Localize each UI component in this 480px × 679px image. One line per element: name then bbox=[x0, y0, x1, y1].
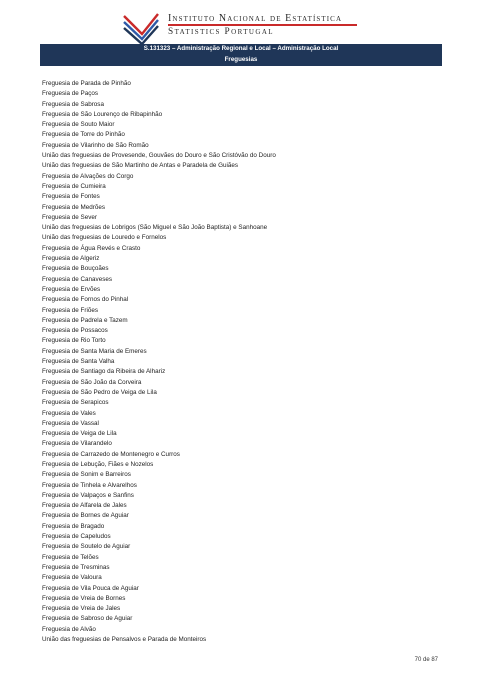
ine-logo-mark-icon bbox=[120, 10, 162, 44]
list-item: Freguesia de Paços bbox=[42, 90, 99, 98]
list-item: Freguesia de Vales bbox=[42, 409, 96, 417]
list-item: União das freguesias de Pensalvos e Parada de Monteiros bbox=[42, 636, 207, 644]
page-number: 70 de 87 bbox=[414, 657, 438, 663]
list-item: Freguesia de Bouçoães bbox=[42, 265, 109, 273]
list-item: Freguesia de Sonim e Barreiros bbox=[42, 471, 131, 479]
list-item: Freguesia de Souto Maior bbox=[42, 121, 115, 129]
list-item: Freguesia de Canaveses bbox=[42, 275, 113, 283]
list-item: Freguesia de Fontes bbox=[42, 193, 100, 201]
list-item: Freguesia de São Pedro de Veiga de Lila bbox=[42, 388, 157, 396]
list-item: União das freguesias de Provesende, Gouvães do Douro e São Cristóvão do Douro bbox=[42, 152, 276, 160]
list-item: União das freguesias de São Martinho de Antas e Paradela de Guiães bbox=[42, 162, 239, 170]
list-item: Freguesia de Rio Torto bbox=[42, 337, 106, 345]
list-item: Freguesia de Padrela e Tazem bbox=[42, 316, 128, 324]
list-item: Freguesia de Alvações do Corgo bbox=[42, 172, 134, 180]
parish-list bbox=[42, 79, 462, 645]
list-item: Freguesia de Alvão bbox=[42, 625, 96, 633]
list-item: Freguesia de São Lourenço de Ribapinhão bbox=[42, 110, 163, 118]
list-item: Freguesia de Capeludos bbox=[42, 533, 111, 541]
org-name bbox=[168, 13, 357, 38]
org-name-line2: Statistics Portugal bbox=[168, 27, 274, 37]
list-item: Freguesia de Água Revés e Crasto bbox=[42, 244, 141, 252]
org-name-line1: Instituto Nacional de Estatística bbox=[168, 13, 343, 24]
list-item: Freguesia de Santa Valha bbox=[42, 358, 115, 366]
ine-logo bbox=[120, 10, 370, 44]
list-item: Freguesia de Torre do Pinhão bbox=[42, 131, 125, 139]
list-item: Freguesia de Possacos bbox=[42, 327, 108, 335]
list-item: Freguesia de Cumieira bbox=[42, 182, 106, 190]
list-item: Freguesia de Sabroso de Aguiar bbox=[42, 615, 133, 623]
list-item: Freguesia de Friões bbox=[42, 306, 98, 314]
section-title-band bbox=[40, 44, 442, 66]
list-item: Freguesia de Carrazedo de Montenegro e Curros bbox=[42, 450, 180, 458]
list-item: Freguesia de Bornes de Aguiar bbox=[42, 512, 129, 520]
list-item: Freguesia de Lebução, Fiães e Nozelos bbox=[42, 460, 154, 468]
list-item: Freguesia de Valpaços e Sanfins bbox=[42, 491, 134, 499]
list-item: Freguesia de Fornos do Pinhal bbox=[42, 296, 129, 304]
list-item: Freguesia de Telões bbox=[42, 553, 99, 561]
section-subtitle: Freguesias bbox=[224, 55, 258, 63]
list-item: Freguesia de Valoura bbox=[42, 574, 102, 582]
list-item: Freguesia de Tinhela e Alvarelhos bbox=[42, 481, 137, 489]
list-item: Freguesia de Bragado bbox=[42, 522, 105, 530]
list-item: Freguesia de Vreia de Bornes bbox=[42, 594, 126, 602]
list-item: União das freguesias de Louredo e Fornelos bbox=[42, 234, 167, 242]
list-item: Freguesia de Medrões bbox=[42, 203, 106, 211]
list-item: União das freguesias de Lobrigos (São Miguel e São João Baptista) e Sanhoane bbox=[42, 224, 268, 232]
list-item: Freguesia de Alfarela de Jales bbox=[42, 502, 127, 510]
list-item: Freguesia de Sever bbox=[42, 213, 97, 221]
list-item: Freguesia de Serapicos bbox=[42, 399, 109, 407]
list-item: Freguesia de Vilarandelo bbox=[42, 440, 112, 448]
list-item: Freguesia de Soutelo de Aguiar bbox=[42, 543, 131, 551]
list-item: Freguesia de Veiga de Lila bbox=[42, 430, 117, 438]
list-item: Freguesia de Ervões bbox=[42, 285, 101, 293]
list-item: Freguesia de Vila Pouca de Aguiar bbox=[42, 584, 139, 592]
list-item: Freguesia de Vreia de Jales bbox=[42, 605, 121, 613]
list-item: Freguesia de São João da Corveira bbox=[42, 378, 142, 386]
list-item: Freguesia de Santiago da Ribeira de Alhariz bbox=[42, 368, 166, 376]
list-item: Freguesia de Sabrosa bbox=[42, 100, 104, 108]
list-item: Freguesia de Vilarinho de São Romão bbox=[42, 141, 149, 149]
list-item: Freguesia de Parada de Pinhão bbox=[42, 80, 131, 87]
section-title: S.131323 – Administração Regional e Local – Administração Local bbox=[143, 45, 339, 52]
list-item: Freguesia de Vassal bbox=[42, 419, 99, 427]
list-item: Freguesia de Algeriz bbox=[42, 255, 100, 263]
list-item: Freguesia de Tresminas bbox=[42, 563, 110, 571]
list-item: Freguesia de Santa Maria de Emeres bbox=[42, 347, 147, 355]
